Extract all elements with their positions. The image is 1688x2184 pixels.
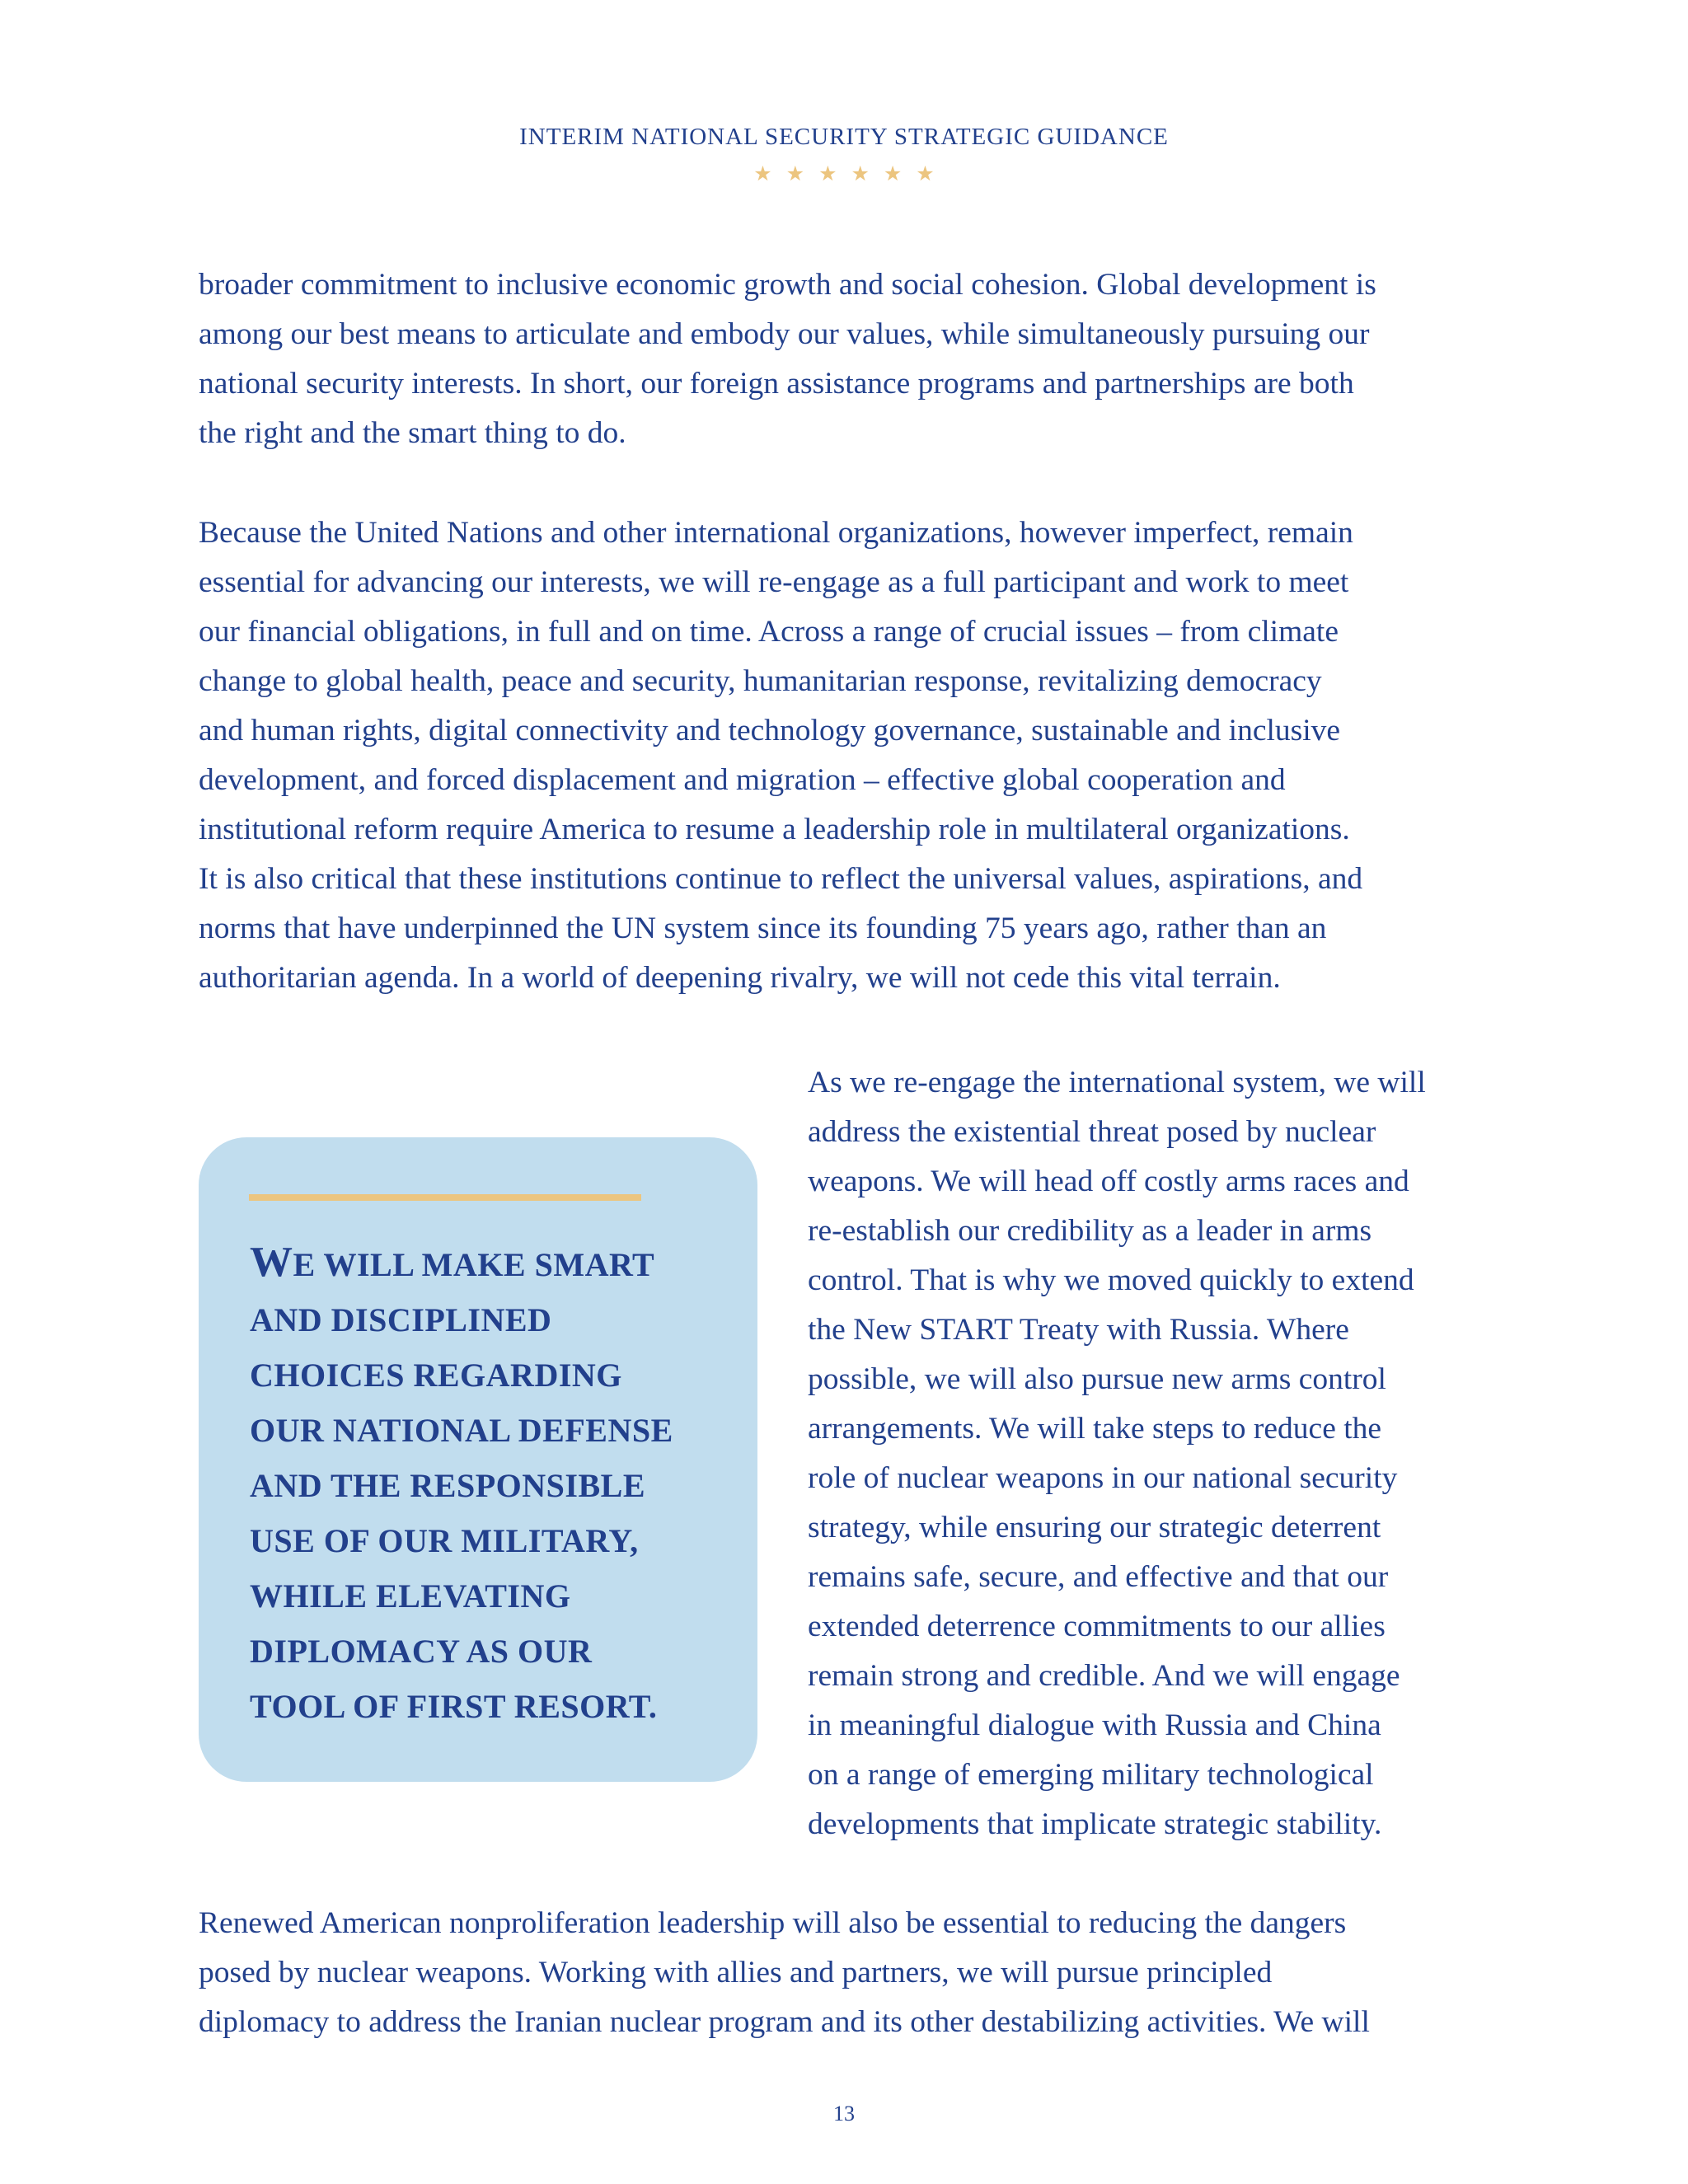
text-line: on a range of emerging military technological [808,1758,1374,1792]
pull-quote-line: TOOL OF FIRST RESORT. [250,1688,658,1725]
pull-quote-line: CHOICES REGARDING [250,1357,622,1394]
text-line: our financial obligations, in full and on time. Across a range of crucial issues – from climate [199,615,1339,649]
pull-quote-rule [249,1194,641,1201]
pull-quote-line: DIPLOMACY AS OUR [250,1633,593,1670]
paragraph-united-nations [199,509,1494,1003]
text-line: and human rights, digital connectivity and technology governance, sustainable and inclusive [199,714,1341,748]
text-line: broader commitment to inclusive economic growth and social cohesion. Global development is [199,268,1376,302]
text-line: It is also critical that these institutions continue to reflect the universal values, aspirations, and [199,862,1363,896]
text-line: Because the United Nations and other international organizations, however imperfect, remain [199,516,1353,550]
text-line: authoritarian agenda. In a world of deepening rivalry, we will not cede this vital terrain. [199,961,1281,995]
text-line: among our best means to articulate and embody our values, while simultaneously pursuing our [199,317,1370,351]
pull-quote-box [199,1137,757,1782]
star-divider: ★★★★★★ [753,163,949,185]
text-line: Renewed American nonproliferation leadership will also be essential to reducing the dangers [199,1906,1347,1940]
text-line: change to global health, peace and security, humanitarian response, revitalizing democracy [199,664,1322,698]
text-line: remains safe, secure, and effective and that our [808,1560,1389,1594]
pull-quote-text [250,1235,744,1734]
text-line: control. That is why we moved quickly to extend [808,1263,1414,1297]
paragraph-nonproliferation [199,1899,1494,2047]
pull-quote-line: USE OF OUR MILITARY, [250,1522,639,1559]
pull-quote-line: OUR NATIONAL DEFENSE [250,1412,673,1449]
text-line: remain strong and credible. And we will engage [808,1659,1400,1693]
text-line: in meaningful dialogue with Russia and China [808,1708,1381,1742]
text-line: the right and the smart thing to do. [199,416,626,450]
text-line: essential for advancing our interests, we will re-engage as a full participant and work to meet [199,565,1349,599]
text-line: possible, we will also pursue new arms control [808,1362,1386,1396]
text-line: developments that implicate strategic stability. [808,1807,1382,1841]
pull-quote-line: AND THE RESPONSIBLE [250,1467,646,1504]
text-line: extended deterrence commitments to our allies [808,1610,1386,1643]
text-line: role of nuclear weapons in our national security [808,1461,1398,1495]
text-line: re-establish our credibility as a leader in arms [808,1214,1372,1248]
text-line: strategy, while ensuring our strategic deterrent [808,1511,1381,1544]
text-line: national security interests. In short, our foreign assistance programs and partnerships are both [199,367,1354,401]
text-line: development, and forced displacement and migration – effective global cooperation and [199,763,1286,797]
text-line: posed by nuclear weapons. Working with allies and partners, we will pursue principled [199,1956,1273,1990]
text-line: institutional reform require America to resume a leadership role in multilateral organizations. [199,813,1350,846]
text-line: As we re-engage the international system, we will [808,1066,1426,1099]
pull-quote-line: AND DISCIPLINED [250,1301,552,1338]
text-line: address the existential threat posed by nuclear [808,1115,1376,1149]
text-line: diplomacy to address the Iranian nuclear program and its other destabilizing activities. We will [199,2005,1370,2039]
paragraph-global-development [199,260,1494,458]
running-header: INTERIM NATIONAL SECURITY STRATEGIC GUIDANCE [519,124,1169,150]
pull-quote-line: WHILE ELEVATING [250,1577,571,1615]
text-line: arrangements. We will take steps to reduce the [808,1412,1382,1446]
page-number: 13 [833,2102,855,2125]
text-line: norms that have underpinned the UN system since its founding 75 years ago, rather than an [199,912,1327,945]
pull-quote-line: WE WILL MAKE SMART [250,1239,655,1286]
text-line: weapons. We will head off costly arms races and [808,1165,1409,1198]
text-line: the New START Treaty with Russia. Where [808,1313,1349,1347]
paragraph-nuclear-arms-control [808,1058,1500,1849]
